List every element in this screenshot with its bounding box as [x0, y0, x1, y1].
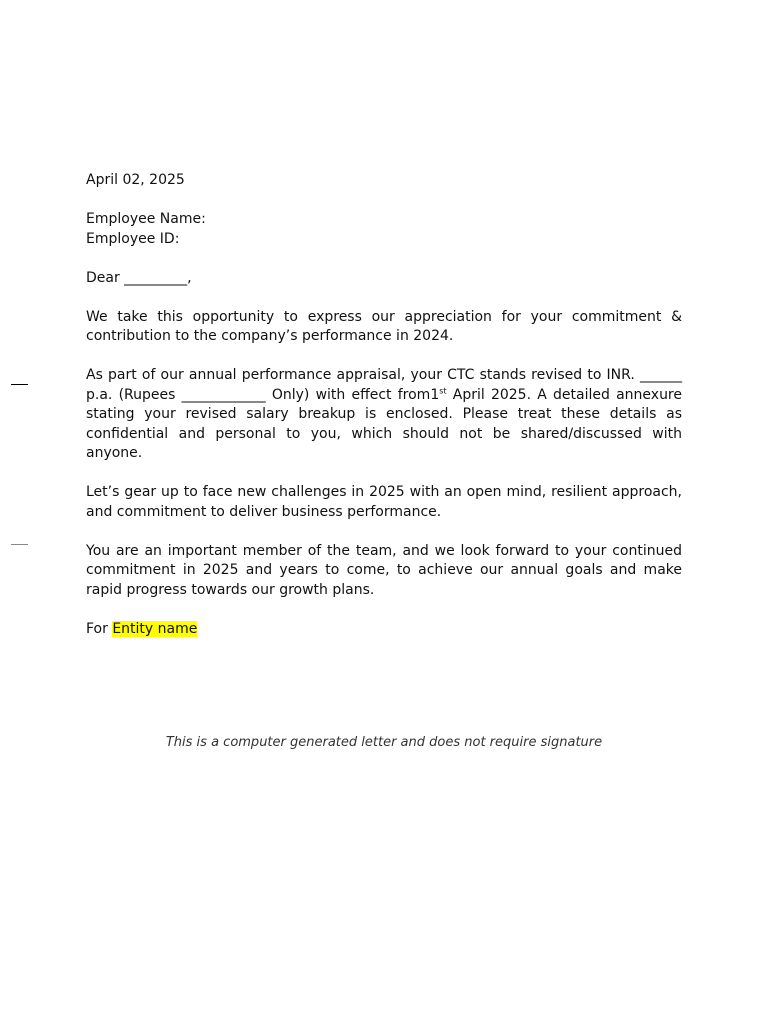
- appraisal-text-end: April 2025. A detailed annexure stating your revised salary breakup is enclosed. Please treat these details as confidential and personal to you, which should not be shared/discussed with anyone.: [86, 386, 682, 461]
- employee-name-label: Employee Name:: [86, 211, 206, 227]
- entity-name: Entity name: [112, 620, 198, 637]
- margin-marker: [11, 544, 28, 545]
- paragraph-appraisal: [86, 366, 682, 464]
- salutation: Dear _________,: [86, 269, 192, 286]
- ordinal-suffix: st: [439, 385, 447, 395]
- appraisal-text-start: As part of our annual performance appraisal, your CTC stands revised to INR. ______ p.a. (Rupees ____________ Only) with effect from1: [86, 367, 682, 403]
- employee-id-label: Employee ID:: [86, 230, 180, 247]
- employee-details: [86, 210, 682, 249]
- letter-body: [86, 171, 682, 659]
- letter-date: April 02, 2025: [86, 172, 185, 188]
- paragraph-challenges: Let’s gear up to face new challenges in 2025 with an open mind, resilient approach, and commitment to deliver business performance.: [86, 484, 682, 520]
- sign-off: [86, 620, 682, 640]
- paragraph-appreciation: We take this opportunity to express our appreciation for your commitment & contribution to the company’s performance in 2024.: [86, 308, 682, 344]
- for-prefix: For: [86, 620, 113, 637]
- margin-marker: [11, 384, 28, 385]
- footer-note: This is a computer generated letter and does not require signature: [165, 735, 603, 750]
- paragraph-team-member: You are an important member of the team, and we look forward to your continued commitment in 2025 and years to come, to achieve our annual goals and make rapid progress towards our growth plans.: [86, 542, 682, 598]
